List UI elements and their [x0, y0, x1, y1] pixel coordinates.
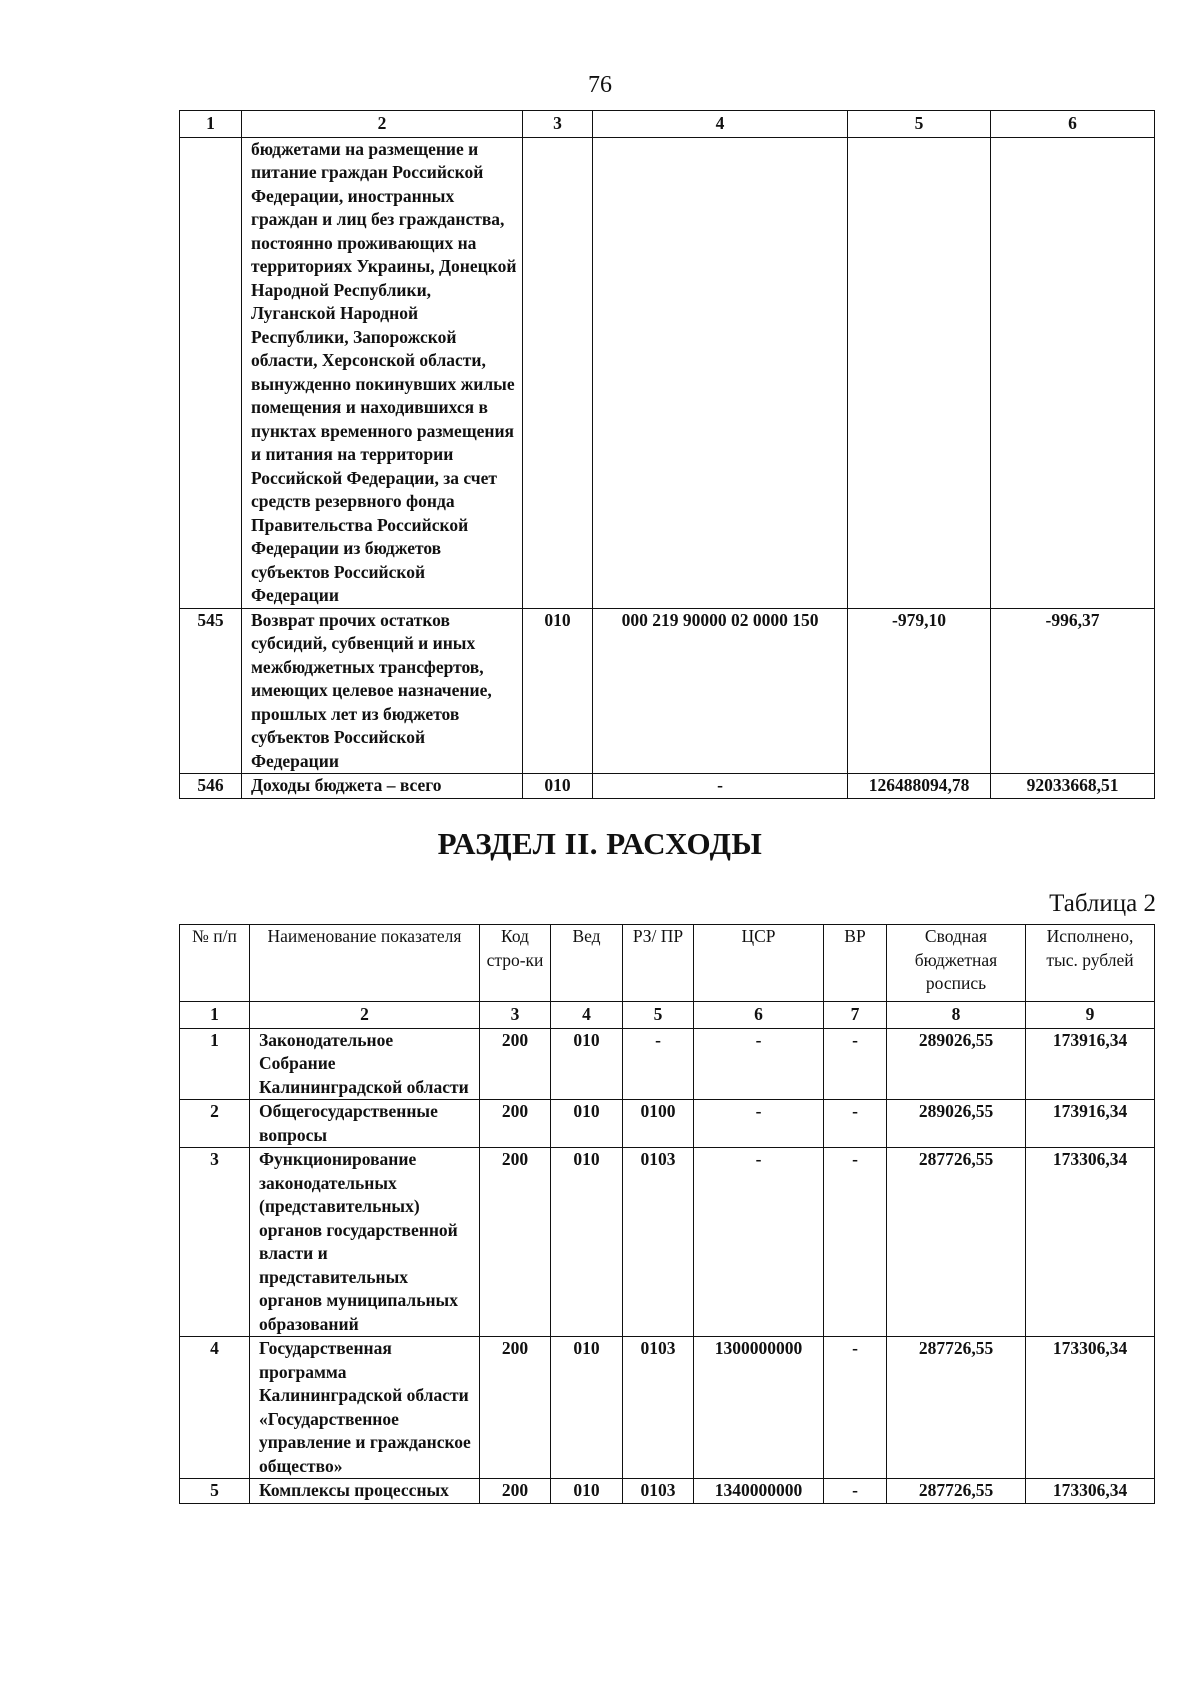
vr-code: - [824, 1148, 887, 1337]
ved-code: 010 [551, 1337, 623, 1479]
header-cell: 5 [623, 1002, 694, 1029]
table-row [180, 608, 1155, 774]
row-number: 5 [180, 1479, 250, 1504]
section-title: РАЗДЕЛ II. РАСХОДЫ [437, 826, 763, 861]
column-header: ЦСР [694, 925, 824, 1002]
header-cell: 1 [180, 1002, 250, 1029]
row-code: 200 [480, 1100, 551, 1148]
header-cell: 1 [180, 111, 242, 138]
header-cell: 4 [551, 1002, 623, 1029]
plan-value: 289026,55 [887, 1028, 1026, 1100]
fact-value: 173306,34 [1026, 1479, 1155, 1504]
rzpr-code: 0103 [623, 1148, 694, 1337]
header-cell: 4 [593, 111, 848, 138]
csr-code: 1340000000 [694, 1479, 824, 1504]
csr-code: 1300000000 [694, 1337, 824, 1479]
fact-value: 173916,34 [1026, 1100, 1155, 1148]
table-header-numbers [180, 111, 1155, 138]
vr-code: - [824, 1479, 887, 1504]
plan-value: -979,10 [848, 608, 991, 774]
column-header: Наименование показателя [250, 925, 480, 1002]
table-row [180, 1479, 1155, 1504]
header-cell: 7 [824, 1002, 887, 1029]
plan-value: 289026,55 [887, 1100, 1026, 1148]
fact-value: 92033668,51 [991, 774, 1155, 799]
row-code: 200 [480, 1028, 551, 1100]
fact-value: -996,37 [991, 608, 1155, 774]
plan-value: 287726,55 [887, 1337, 1026, 1479]
ved-code: 010 [551, 1028, 623, 1100]
ved-code: 010 [551, 1148, 623, 1337]
column-header: Сводная бюджетная роспись [887, 925, 1026, 1002]
plan-value: 287726,55 [887, 1479, 1026, 1504]
indicator-name: Доходы бюджета – всего [242, 774, 523, 799]
column-header: Исполнено, тыс. рублей [1026, 925, 1155, 1002]
rzpr-code: 0103 [623, 1337, 694, 1479]
header-cell: 3 [523, 111, 593, 138]
header-cell: 5 [848, 111, 991, 138]
fact-value: 173916,34 [1026, 1028, 1155, 1100]
table-row [180, 137, 1155, 608]
header-cell: 2 [250, 1002, 480, 1029]
rzpr-code: 0103 [623, 1479, 694, 1504]
indicator-name: Законодательное Собрание Калининградской области [250, 1028, 480, 1100]
vr-code: - [824, 1028, 887, 1100]
header-cell: 6 [991, 111, 1155, 138]
plan-value: 287726,55 [887, 1148, 1026, 1337]
kbk-code: - [593, 774, 848, 799]
fact-value: 173306,34 [1026, 1337, 1155, 1479]
csr-code: - [694, 1100, 824, 1148]
plan-value: 126488094,78 [848, 774, 991, 799]
rzpr-code: 0100 [623, 1100, 694, 1148]
column-header: Код стро-ки [480, 925, 551, 1002]
table-row [180, 1100, 1155, 1148]
plan-value [848, 137, 991, 608]
row-number: 546 [180, 774, 242, 799]
row-code: 200 [480, 1148, 551, 1337]
row-number: 1 [180, 1028, 250, 1100]
rzpr-code: - [623, 1028, 694, 1100]
column-header: № п/п [180, 925, 250, 1002]
table-row [180, 774, 1155, 799]
row-number: 545 [180, 608, 242, 774]
row-number [180, 137, 242, 608]
indicator-name: Комплексы процессных [250, 1479, 480, 1504]
table-row [180, 1028, 1155, 1100]
fact-value: 173306,34 [1026, 1148, 1155, 1337]
header-cell: 3 [480, 1002, 551, 1029]
ved-code: 010 [551, 1100, 623, 1148]
header-cell: 8 [887, 1002, 1026, 1029]
table-row [180, 1148, 1155, 1337]
row-code [523, 137, 593, 608]
row-code: 010 [523, 774, 593, 799]
column-header: ВР [824, 925, 887, 1002]
fact-value [991, 137, 1155, 608]
indicator-name: Функционирование законодательных (представительных) органов государственной власти и представительных органов муниципальных образований [250, 1148, 480, 1337]
vr-code: - [824, 1337, 887, 1479]
kbk-code: 000 219 90000 02 0000 150 [593, 608, 848, 774]
header-cell: 9 [1026, 1002, 1155, 1029]
csr-code: - [694, 1148, 824, 1337]
row-code: 200 [480, 1337, 551, 1479]
vr-code: - [824, 1100, 887, 1148]
expenses-table [179, 924, 1155, 1504]
indicator-name: Государственная программа Калининградской области «Государственное управление и гражданское общество» [250, 1337, 480, 1479]
row-code: 200 [480, 1479, 551, 1504]
header-cell: 2 [242, 111, 523, 138]
csr-code: - [694, 1028, 824, 1100]
table-caption: Таблица 2 [1049, 890, 1156, 917]
column-header: Вед [551, 925, 623, 1002]
indicator-name: Общегосударственные вопросы [250, 1100, 480, 1148]
table-column-headers [180, 925, 1155, 1002]
ved-code: 010 [551, 1479, 623, 1504]
row-code: 010 [523, 608, 593, 774]
kbk-code [593, 137, 848, 608]
header-cell: 6 [694, 1002, 824, 1029]
page-number: 76 [588, 72, 612, 98]
table-row [180, 1337, 1155, 1479]
column-header: РЗ/ ПР [623, 925, 694, 1002]
revenue-table [179, 110, 1155, 799]
table-header-numbers [180, 1002, 1155, 1029]
row-number: 3 [180, 1148, 250, 1337]
row-number: 4 [180, 1337, 250, 1479]
row-number: 2 [180, 1100, 250, 1148]
indicator-name: Возврат прочих остатков субсидий, субвенций и иных межбюджетных трансфертов, имеющих целевое назначение, прошлых лет из бюджетов субъектов Российской Федерации [242, 608, 523, 774]
indicator-name: бюджетами на размещение и питание граждан Российской Федерации, иностранных граждан и лиц без гражданства, постоянно проживающих на территориях Украины, Донецкой Народной Республики, Луганской Народной Республики, Запорожской области, Херсонской области, вынужденно покинувших жилые помещения и находившихся в пунктах временного размещения и питания на территории Российской Федерации, за счет средств резервного фонда Правительства Российской Федерации из бюджетов субъектов Российской Федерации [242, 137, 523, 608]
